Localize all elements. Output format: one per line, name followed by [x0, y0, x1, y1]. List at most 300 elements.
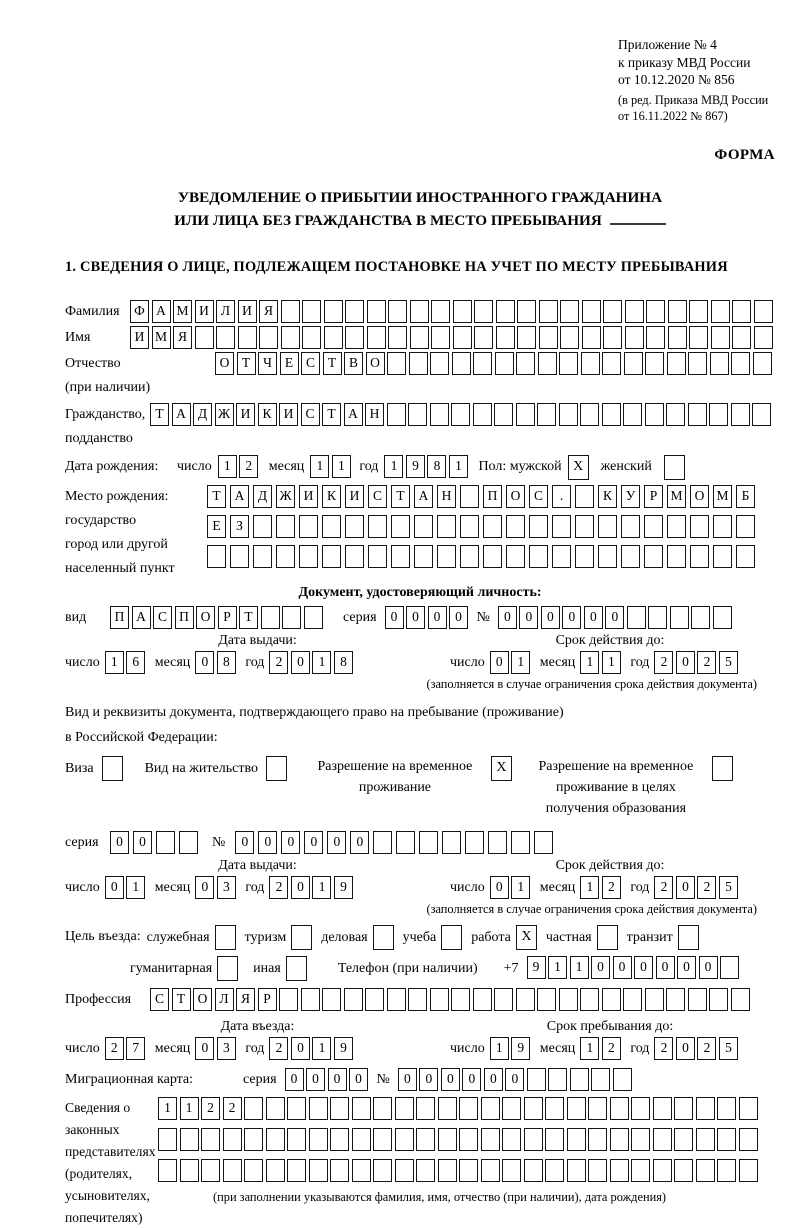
- char-cell[interactable]: [414, 545, 433, 568]
- char-cell[interactable]: [502, 1159, 521, 1182]
- char-cell[interactable]: [408, 988, 427, 1011]
- char-cell[interactable]: [281, 300, 300, 323]
- char-cell[interactable]: 0: [105, 876, 124, 899]
- char-cell[interactable]: [575, 485, 594, 508]
- char-cell[interactable]: [373, 1128, 392, 1151]
- char-cell[interactable]: 8: [334, 651, 353, 674]
- char-cell[interactable]: [582, 300, 601, 323]
- char-cell[interactable]: [483, 545, 502, 568]
- char-cell[interactable]: 2: [269, 1037, 288, 1060]
- char-cell[interactable]: 1: [548, 956, 567, 979]
- char-cell[interactable]: [559, 988, 578, 1011]
- char-cell[interactable]: [753, 352, 772, 375]
- char-cell[interactable]: [365, 988, 384, 1011]
- char-cell[interactable]: Т: [237, 352, 256, 375]
- char-cell[interactable]: [538, 352, 557, 375]
- char-cell[interactable]: [431, 326, 450, 349]
- char-cell[interactable]: П: [175, 606, 194, 629]
- char-cell[interactable]: [545, 1159, 564, 1182]
- char-cell[interactable]: М: [173, 300, 192, 323]
- char-cell[interactable]: [430, 988, 449, 1011]
- char-cell[interactable]: [459, 1097, 478, 1120]
- char-cell[interactable]: [713, 545, 732, 568]
- residence-permit-checkbox[interactable]: [266, 756, 287, 781]
- char-cell[interactable]: [481, 1159, 500, 1182]
- char-cell[interactable]: [613, 1068, 632, 1091]
- char-cell[interactable]: 2: [697, 651, 716, 674]
- char-cell[interactable]: [302, 300, 321, 323]
- char-cell[interactable]: Т: [150, 403, 169, 426]
- char-cell[interactable]: И: [130, 326, 149, 349]
- char-cell[interactable]: С: [529, 485, 548, 508]
- char-cell[interactable]: Н: [437, 485, 456, 508]
- char-cell[interactable]: 0: [350, 831, 369, 854]
- char-cell[interactable]: [474, 300, 493, 323]
- char-cell[interactable]: [276, 515, 295, 538]
- char-cell[interactable]: 1: [580, 651, 599, 674]
- char-cell[interactable]: 0: [398, 1068, 417, 1091]
- char-cell[interactable]: [709, 403, 728, 426]
- char-cell[interactable]: Т: [322, 403, 341, 426]
- char-cell[interactable]: [624, 352, 643, 375]
- char-cell[interactable]: 0: [490, 876, 509, 899]
- char-cell[interactable]: [451, 403, 470, 426]
- char-cell[interactable]: 1: [490, 1037, 509, 1060]
- char-cell[interactable]: 9: [334, 1037, 353, 1060]
- char-cell[interactable]: 9: [334, 876, 353, 899]
- char-cell[interactable]: И: [236, 403, 255, 426]
- char-cell[interactable]: 1: [312, 651, 331, 674]
- char-cell[interactable]: [667, 545, 686, 568]
- char-cell[interactable]: 0: [195, 1037, 214, 1060]
- char-cell[interactable]: [496, 326, 515, 349]
- char-cell[interactable]: Е: [280, 352, 299, 375]
- char-cell[interactable]: [238, 326, 257, 349]
- char-cell[interactable]: [506, 545, 525, 568]
- char-cell[interactable]: 0: [349, 1068, 368, 1091]
- char-cell[interactable]: Т: [391, 485, 410, 508]
- char-cell[interactable]: [610, 1128, 629, 1151]
- char-cell[interactable]: [495, 352, 514, 375]
- char-cell[interactable]: [287, 1097, 306, 1120]
- char-cell[interactable]: [437, 545, 456, 568]
- char-cell[interactable]: [410, 326, 429, 349]
- char-cell[interactable]: [713, 515, 732, 538]
- char-cell[interactable]: [322, 988, 341, 1011]
- char-cell[interactable]: 1: [384, 455, 403, 478]
- char-cell[interactable]: [201, 1128, 220, 1151]
- char-cell[interactable]: Ж: [276, 485, 295, 508]
- char-cell[interactable]: О: [215, 352, 234, 375]
- char-cell[interactable]: [216, 326, 235, 349]
- char-cell[interactable]: 0: [656, 956, 675, 979]
- char-cell[interactable]: 0: [505, 1068, 524, 1091]
- char-cell[interactable]: [570, 1068, 589, 1091]
- char-cell[interactable]: [373, 1159, 392, 1182]
- char-cell[interactable]: [711, 326, 730, 349]
- char-cell[interactable]: 0: [449, 606, 468, 629]
- char-cell[interactable]: М: [667, 485, 686, 508]
- char-cell[interactable]: [575, 545, 594, 568]
- char-cell[interactable]: С: [301, 403, 320, 426]
- char-cell[interactable]: Я: [236, 988, 255, 1011]
- char-cell[interactable]: [483, 515, 502, 538]
- char-cell[interactable]: [373, 1097, 392, 1120]
- char-cell[interactable]: [731, 352, 750, 375]
- char-cell[interactable]: [610, 1159, 629, 1182]
- char-cell[interactable]: 0: [385, 606, 404, 629]
- char-cell[interactable]: А: [344, 403, 363, 426]
- purpose-private-checkbox[interactable]: [597, 925, 618, 950]
- char-cell[interactable]: [506, 515, 525, 538]
- char-cell[interactable]: [645, 352, 664, 375]
- char-cell[interactable]: Р: [644, 485, 663, 508]
- char-cell[interactable]: А: [230, 485, 249, 508]
- char-cell[interactable]: [230, 545, 249, 568]
- char-cell[interactable]: [279, 988, 298, 1011]
- char-cell[interactable]: [603, 300, 622, 323]
- char-cell[interactable]: [688, 988, 707, 1011]
- char-cell[interactable]: О: [366, 352, 385, 375]
- char-cell[interactable]: [244, 1097, 263, 1120]
- char-cell[interactable]: [244, 1159, 263, 1182]
- visa-checkbox[interactable]: [102, 756, 123, 781]
- char-cell[interactable]: [625, 326, 644, 349]
- char-cell[interactable]: М: [152, 326, 171, 349]
- char-cell[interactable]: [322, 515, 341, 538]
- char-cell[interactable]: 1: [570, 956, 589, 979]
- char-cell[interactable]: 2: [654, 1037, 673, 1060]
- char-cell[interactable]: [345, 515, 364, 538]
- char-cell[interactable]: У: [621, 485, 640, 508]
- char-cell[interactable]: Т: [239, 606, 258, 629]
- char-cell[interactable]: [180, 1159, 199, 1182]
- char-cell[interactable]: [516, 352, 535, 375]
- char-cell[interactable]: [481, 1097, 500, 1120]
- char-cell[interactable]: [430, 352, 449, 375]
- char-cell[interactable]: 0: [613, 956, 632, 979]
- char-cell[interactable]: [473, 403, 492, 426]
- char-cell[interactable]: Ф: [130, 300, 149, 323]
- char-cell[interactable]: [352, 1128, 371, 1151]
- char-cell[interactable]: [419, 831, 438, 854]
- char-cell[interactable]: Д: [193, 403, 212, 426]
- char-cell[interactable]: [516, 988, 535, 1011]
- char-cell[interactable]: [674, 1097, 693, 1120]
- char-cell[interactable]: 0: [419, 1068, 438, 1091]
- char-cell[interactable]: [560, 300, 579, 323]
- char-cell[interactable]: С: [150, 988, 169, 1011]
- char-cell[interactable]: [631, 1097, 650, 1120]
- char-cell[interactable]: [408, 403, 427, 426]
- char-cell[interactable]: [567, 1159, 586, 1182]
- char-cell[interactable]: [646, 300, 665, 323]
- char-cell[interactable]: [452, 352, 471, 375]
- char-cell[interactable]: 0: [591, 956, 610, 979]
- char-cell[interactable]: Т: [172, 988, 191, 1011]
- char-cell[interactable]: 0: [484, 1068, 503, 1091]
- char-cell[interactable]: 2: [602, 1037, 621, 1060]
- char-cell[interactable]: К: [258, 403, 277, 426]
- char-cell[interactable]: [367, 300, 386, 323]
- char-cell[interactable]: [588, 1128, 607, 1151]
- char-cell[interactable]: А: [152, 300, 171, 323]
- char-cell[interactable]: 5: [719, 1037, 738, 1060]
- char-cell[interactable]: 9: [511, 1037, 530, 1060]
- char-cell[interactable]: [395, 1159, 414, 1182]
- char-cell[interactable]: 0: [562, 606, 581, 629]
- char-cell[interactable]: З: [230, 515, 249, 538]
- char-cell[interactable]: [625, 300, 644, 323]
- char-cell[interactable]: [580, 988, 599, 1011]
- char-cell[interactable]: [545, 1128, 564, 1151]
- char-cell[interactable]: 0: [328, 1068, 347, 1091]
- char-cell[interactable]: [324, 300, 343, 323]
- char-cell[interactable]: 0: [285, 1068, 304, 1091]
- char-cell[interactable]: [545, 1097, 564, 1120]
- char-cell[interactable]: 8: [217, 651, 236, 674]
- char-cell[interactable]: 1: [158, 1097, 177, 1120]
- char-cell[interactable]: Б: [736, 485, 755, 508]
- char-cell[interactable]: [688, 403, 707, 426]
- char-cell[interactable]: [158, 1159, 177, 1182]
- char-cell[interactable]: [304, 606, 323, 629]
- char-cell[interactable]: [494, 988, 513, 1011]
- char-cell[interactable]: [201, 1159, 220, 1182]
- char-cell[interactable]: 7: [126, 1037, 145, 1060]
- char-cell[interactable]: [416, 1128, 435, 1151]
- char-cell[interactable]: [156, 831, 175, 854]
- char-cell[interactable]: П: [483, 485, 502, 508]
- sex-female-checkbox[interactable]: [664, 455, 685, 480]
- char-cell[interactable]: [645, 403, 664, 426]
- char-cell[interactable]: [560, 326, 579, 349]
- char-cell[interactable]: [666, 403, 685, 426]
- char-cell[interactable]: [581, 352, 600, 375]
- char-cell[interactable]: [517, 326, 536, 349]
- char-cell[interactable]: [244, 1128, 263, 1151]
- char-cell[interactable]: [322, 545, 341, 568]
- char-cell[interactable]: Д: [253, 485, 272, 508]
- char-cell[interactable]: 0: [634, 956, 653, 979]
- char-cell[interactable]: М: [713, 485, 732, 508]
- char-cell[interactable]: [717, 1128, 736, 1151]
- char-cell[interactable]: [473, 988, 492, 1011]
- char-cell[interactable]: [460, 545, 479, 568]
- char-cell[interactable]: [731, 403, 750, 426]
- char-cell[interactable]: [739, 1159, 758, 1182]
- char-cell[interactable]: [552, 515, 571, 538]
- char-cell[interactable]: [731, 988, 750, 1011]
- char-cell[interactable]: [754, 326, 773, 349]
- char-cell[interactable]: [668, 300, 687, 323]
- char-cell[interactable]: [344, 988, 363, 1011]
- purpose-study-checkbox[interactable]: [441, 925, 462, 950]
- temp-residence-education-checkbox[interactable]: [712, 756, 733, 781]
- char-cell[interactable]: 0: [291, 651, 310, 674]
- char-cell[interactable]: 2: [239, 455, 258, 478]
- char-cell[interactable]: И: [238, 300, 257, 323]
- char-cell[interactable]: 0: [584, 606, 603, 629]
- char-cell[interactable]: К: [598, 485, 617, 508]
- char-cell[interactable]: [575, 515, 594, 538]
- char-cell[interactable]: 0: [235, 831, 254, 854]
- char-cell[interactable]: 1: [218, 455, 237, 478]
- char-cell[interactable]: [709, 988, 728, 1011]
- char-cell[interactable]: [653, 1097, 672, 1120]
- char-cell[interactable]: Ж: [215, 403, 234, 426]
- char-cell[interactable]: 0: [195, 876, 214, 899]
- char-cell[interactable]: [631, 1128, 650, 1151]
- char-cell[interactable]: [567, 1097, 586, 1120]
- char-cell[interactable]: 2: [602, 876, 621, 899]
- char-cell[interactable]: 1: [332, 455, 351, 478]
- char-cell[interactable]: Я: [259, 300, 278, 323]
- char-cell[interactable]: 0: [428, 606, 447, 629]
- char-cell[interactable]: 0: [498, 606, 517, 629]
- char-cell[interactable]: 9: [406, 455, 425, 478]
- char-cell[interactable]: [496, 300, 515, 323]
- char-cell[interactable]: [529, 545, 548, 568]
- char-cell[interactable]: [453, 300, 472, 323]
- purpose-humanitarian-checkbox[interactable]: [217, 956, 238, 981]
- char-cell[interactable]: А: [414, 485, 433, 508]
- char-cell[interactable]: [330, 1159, 349, 1182]
- char-cell[interactable]: И: [279, 403, 298, 426]
- char-cell[interactable]: 0: [110, 831, 129, 854]
- char-cell[interactable]: [696, 1159, 715, 1182]
- char-cell[interactable]: И: [345, 485, 364, 508]
- char-cell[interactable]: Н: [365, 403, 384, 426]
- char-cell[interactable]: Т: [323, 352, 342, 375]
- char-cell[interactable]: [690, 515, 709, 538]
- char-cell[interactable]: 1: [511, 651, 530, 674]
- purpose-transit-checkbox[interactable]: [678, 925, 699, 950]
- char-cell[interactable]: 1: [180, 1097, 199, 1120]
- char-cell[interactable]: 0: [258, 831, 277, 854]
- char-cell[interactable]: П: [110, 606, 129, 629]
- char-cell[interactable]: [387, 352, 406, 375]
- char-cell[interactable]: [548, 1068, 567, 1091]
- char-cell[interactable]: [368, 515, 387, 538]
- char-cell[interactable]: [473, 352, 492, 375]
- char-cell[interactable]: И: [299, 485, 318, 508]
- char-cell[interactable]: [309, 1097, 328, 1120]
- char-cell[interactable]: [646, 326, 665, 349]
- char-cell[interactable]: [588, 1097, 607, 1120]
- char-cell[interactable]: [282, 606, 301, 629]
- char-cell[interactable]: [598, 545, 617, 568]
- char-cell[interactable]: Р: [258, 988, 277, 1011]
- char-cell[interactable]: [666, 988, 685, 1011]
- char-cell[interactable]: [732, 326, 751, 349]
- char-cell[interactable]: [623, 988, 642, 1011]
- char-cell[interactable]: [670, 606, 689, 629]
- char-cell[interactable]: [395, 1097, 414, 1120]
- char-cell[interactable]: 0: [541, 606, 560, 629]
- purpose-other-checkbox[interactable]: [286, 956, 307, 981]
- char-cell[interactable]: [717, 1097, 736, 1120]
- char-cell[interactable]: 0: [291, 1037, 310, 1060]
- char-cell[interactable]: [410, 300, 429, 323]
- char-cell[interactable]: 3: [217, 1037, 236, 1060]
- char-cell[interactable]: 1: [105, 651, 124, 674]
- char-cell[interactable]: [691, 606, 710, 629]
- char-cell[interactable]: Т: [207, 485, 226, 508]
- char-cell[interactable]: [253, 545, 272, 568]
- char-cell[interactable]: [582, 326, 601, 349]
- purpose-tourism-checkbox[interactable]: [291, 925, 312, 950]
- purpose-official-checkbox[interactable]: [215, 925, 236, 950]
- char-cell[interactable]: [352, 1159, 371, 1182]
- char-cell[interactable]: [711, 300, 730, 323]
- char-cell[interactable]: [623, 403, 642, 426]
- char-cell[interactable]: [754, 300, 773, 323]
- purpose-work-checkbox[interactable]: X: [516, 925, 537, 950]
- char-cell[interactable]: 5: [719, 651, 738, 674]
- char-cell[interactable]: [598, 515, 617, 538]
- char-cell[interactable]: А: [132, 606, 151, 629]
- char-cell[interactable]: [368, 545, 387, 568]
- char-cell[interactable]: О: [690, 485, 709, 508]
- char-cell[interactable]: 1: [126, 876, 145, 899]
- char-cell[interactable]: [502, 1097, 521, 1120]
- char-cell[interactable]: [539, 300, 558, 323]
- char-cell[interactable]: [388, 326, 407, 349]
- char-cell[interactable]: [465, 831, 484, 854]
- char-cell[interactable]: [451, 988, 470, 1011]
- char-cell[interactable]: [266, 1097, 285, 1120]
- char-cell[interactable]: 0: [462, 1068, 481, 1091]
- char-cell[interactable]: [621, 545, 640, 568]
- char-cell[interactable]: 8: [427, 455, 446, 478]
- char-cell[interactable]: [588, 1159, 607, 1182]
- char-cell[interactable]: С: [301, 352, 320, 375]
- char-cell[interactable]: [345, 545, 364, 568]
- char-cell[interactable]: 1: [602, 651, 621, 674]
- char-cell[interactable]: 3: [217, 876, 236, 899]
- char-cell[interactable]: 9: [527, 956, 546, 979]
- char-cell[interactable]: 2: [697, 1037, 716, 1060]
- char-cell[interactable]: [736, 515, 755, 538]
- char-cell[interactable]: 1: [312, 876, 331, 899]
- char-cell[interactable]: 1: [312, 1037, 331, 1060]
- char-cell[interactable]: [388, 300, 407, 323]
- char-cell[interactable]: 1: [580, 1037, 599, 1060]
- char-cell[interactable]: [667, 352, 686, 375]
- char-cell[interactable]: [494, 403, 513, 426]
- char-cell[interactable]: [667, 515, 686, 538]
- sex-male-checkbox[interactable]: X: [568, 455, 589, 480]
- char-cell[interactable]: [529, 515, 548, 538]
- char-cell[interactable]: [696, 1128, 715, 1151]
- char-cell[interactable]: 0: [605, 606, 624, 629]
- char-cell[interactable]: [591, 1068, 610, 1091]
- char-cell[interactable]: [324, 326, 343, 349]
- char-cell[interactable]: Л: [216, 300, 235, 323]
- char-cell[interactable]: [438, 1097, 457, 1120]
- char-cell[interactable]: [710, 352, 729, 375]
- char-cell[interactable]: [481, 1128, 500, 1151]
- char-cell[interactable]: С: [153, 606, 172, 629]
- char-cell[interactable]: [442, 831, 461, 854]
- char-cell[interactable]: [330, 1097, 349, 1120]
- char-cell[interactable]: [539, 326, 558, 349]
- char-cell[interactable]: [627, 606, 646, 629]
- char-cell[interactable]: [534, 831, 553, 854]
- char-cell[interactable]: [653, 1128, 672, 1151]
- char-cell[interactable]: [668, 326, 687, 349]
